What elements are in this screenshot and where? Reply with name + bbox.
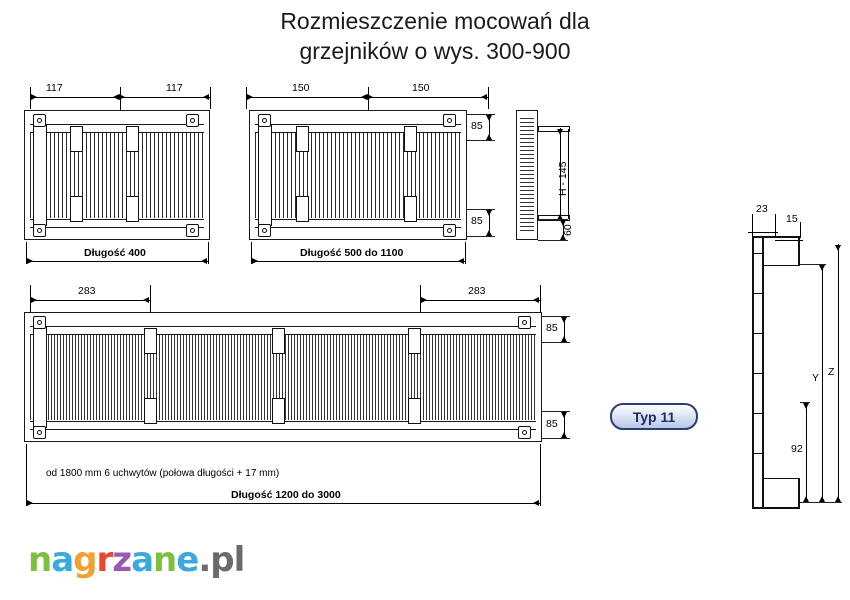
ext-line	[467, 236, 495, 237]
arrow	[458, 258, 464, 264]
radiator-bottom-strip	[255, 219, 461, 228]
profile-slot	[752, 333, 763, 334]
corner-fitting	[258, 224, 271, 237]
radiator-top-strip	[255, 124, 461, 133]
radiator-left-collector	[33, 326, 47, 428]
note-6-brackets: od 1800 mm 6 uchwytów (połowa długości + 17 mm)	[46, 468, 280, 479]
mount-bracket	[408, 328, 421, 354]
logo-letter-g: g	[73, 540, 97, 580]
dim-h-145: H - 145	[557, 161, 569, 196]
arrow	[31, 94, 37, 100]
corner-fitting	[186, 224, 199, 237]
dim-line-117-left	[30, 97, 120, 98]
arrow	[247, 94, 253, 100]
arrow	[421, 297, 427, 303]
mount-bracket	[296, 126, 309, 152]
ext-line	[800, 222, 801, 238]
dim-150-left: 150	[292, 82, 310, 94]
type-badge-label: Typ 11	[632, 408, 676, 425]
dim-line-length-400	[26, 261, 208, 262]
dim-line-283-right	[420, 300, 540, 301]
corner-fitting	[518, 426, 531, 439]
arrow	[119, 94, 125, 100]
ext-line	[208, 242, 209, 264]
dim-150-right: 150	[412, 82, 430, 94]
mount-bracket	[70, 126, 83, 152]
mount-bracket	[272, 328, 285, 354]
profile-slot	[752, 413, 763, 414]
arrow	[819, 265, 825, 271]
radiator-left-collector	[33, 124, 47, 226]
arrow	[803, 403, 809, 409]
ext-line	[465, 242, 466, 264]
ext-line	[800, 264, 826, 265]
dim-283-right: 283	[468, 285, 486, 297]
arrow	[561, 432, 567, 438]
corner-fitting	[33, 114, 46, 127]
dim-line-117-right	[118, 97, 210, 98]
arrow	[486, 230, 492, 236]
profile-slot	[752, 373, 763, 374]
arrow	[252, 258, 258, 264]
dim-y: Y	[812, 372, 820, 384]
dim-85-bottom-large: 85	[546, 418, 558, 430]
ext-line	[542, 342, 570, 343]
radiator-fins	[255, 132, 461, 218]
caption-500-1100: Długość 500 do 1100	[300, 247, 404, 259]
dim-line-length-1200-3000	[26, 503, 540, 504]
arrow	[561, 412, 567, 418]
mount-bracket	[144, 398, 157, 424]
arrow	[27, 258, 33, 264]
arrow	[486, 210, 492, 216]
dim-line-y	[822, 264, 823, 502]
dim-85-top: 85	[471, 120, 483, 132]
dim-15: 15	[786, 213, 798, 225]
ext-line	[542, 438, 570, 439]
dim-60: 60	[562, 224, 574, 236]
arrow	[486, 115, 492, 121]
dim-line-150-right	[366, 97, 488, 98]
corner-fitting	[33, 224, 46, 237]
page-title-line1: Rozmieszczenie mocowań dla	[280, 8, 590, 34]
mount-bracket	[272, 398, 285, 424]
radiator-side-fins	[520, 118, 534, 232]
dim-line-283-left	[30, 300, 150, 301]
mount-bracket	[144, 328, 157, 354]
side-bracket-top	[538, 126, 570, 132]
profile-hook-top	[798, 236, 800, 266]
dim-z: Z	[828, 366, 835, 378]
logo-letter-e: e	[176, 540, 199, 580]
mount-bracket	[404, 196, 417, 222]
ext-line	[210, 87, 211, 109]
arrow	[533, 297, 539, 303]
mount-bracket	[126, 196, 139, 222]
radiator-fins	[30, 132, 204, 218]
arrow	[367, 94, 373, 100]
ext-line	[26, 444, 27, 506]
dim-117-left: 117	[46, 82, 63, 94]
arrow	[143, 297, 149, 303]
dim-line-92	[806, 402, 807, 502]
ext-line	[800, 502, 842, 503]
profile-notch-top	[762, 265, 799, 266]
profile-top-edge	[752, 236, 800, 238]
dim-92: 92	[791, 443, 803, 455]
arrow	[486, 134, 492, 140]
ext-line	[467, 140, 495, 141]
radiator-top-strip	[30, 124, 204, 133]
logo-letter-n: n	[28, 540, 52, 580]
page-title	[200, 6, 670, 66]
arrow	[201, 258, 207, 264]
arrow	[27, 500, 33, 506]
arrow	[481, 94, 487, 100]
logo-letter-z: z	[112, 540, 132, 580]
corner-fitting	[443, 224, 456, 237]
dim-line-23	[748, 232, 778, 233]
corner-fitting	[33, 426, 46, 439]
ext-line	[540, 444, 541, 506]
corner-fitting	[258, 114, 271, 127]
logo-letter-a2: a	[131, 540, 154, 580]
profile-inner-edge	[762, 236, 764, 508]
corner-fitting	[33, 316, 46, 329]
ext-line	[538, 240, 568, 241]
arrow	[533, 500, 539, 506]
page-title-line2: grzejników o wys. 300-900	[299, 38, 571, 64]
profile-hook-bottom	[798, 478, 800, 508]
dim-85-top-large: 85	[546, 322, 558, 334]
logo-letter-r: r	[96, 540, 113, 580]
arrow	[835, 245, 841, 251]
ext-line	[800, 402, 810, 403]
corner-fitting	[443, 114, 456, 127]
mount-bracket	[126, 126, 139, 152]
profile-slot	[752, 453, 763, 454]
logo-letter-n2: n	[153, 540, 177, 580]
profile-slot	[752, 253, 763, 254]
dim-117-right: 117	[166, 82, 183, 94]
arrow	[203, 94, 209, 100]
corner-fitting	[186, 114, 199, 127]
dim-line-length-500-1100	[251, 261, 465, 262]
profile-bottom-edge	[752, 507, 800, 509]
mount-bracket	[404, 126, 417, 152]
dim-line-z	[838, 244, 839, 502]
type-badge	[610, 403, 698, 430]
profile-back-edge	[752, 236, 754, 508]
arrow	[557, 129, 563, 135]
profile-notch-bottom	[762, 478, 799, 479]
logo-nagrzane[interactable]	[28, 540, 244, 580]
logo-suffix: .pl	[198, 540, 245, 580]
dim-23: 23	[756, 203, 768, 215]
mount-bracket	[296, 196, 309, 222]
dim-85-bottom: 85	[471, 215, 483, 227]
radiator-bottom-strip	[30, 219, 204, 228]
caption-400: Długość 400	[84, 247, 146, 259]
mount-bracket	[70, 196, 83, 222]
arrow	[561, 317, 567, 323]
profile-slot	[752, 293, 763, 294]
caption-1200-3000: Długość 1200 do 3000	[231, 489, 341, 501]
logo-letter-a: a	[51, 540, 74, 580]
dim-line-150-left	[246, 97, 368, 98]
corner-fitting	[518, 316, 531, 329]
ext-line	[488, 87, 489, 109]
arrow	[31, 297, 37, 303]
arrow	[561, 336, 567, 342]
radiator-left-collector	[258, 124, 272, 226]
mount-bracket	[408, 398, 421, 424]
dim-283-left: 283	[78, 285, 96, 297]
